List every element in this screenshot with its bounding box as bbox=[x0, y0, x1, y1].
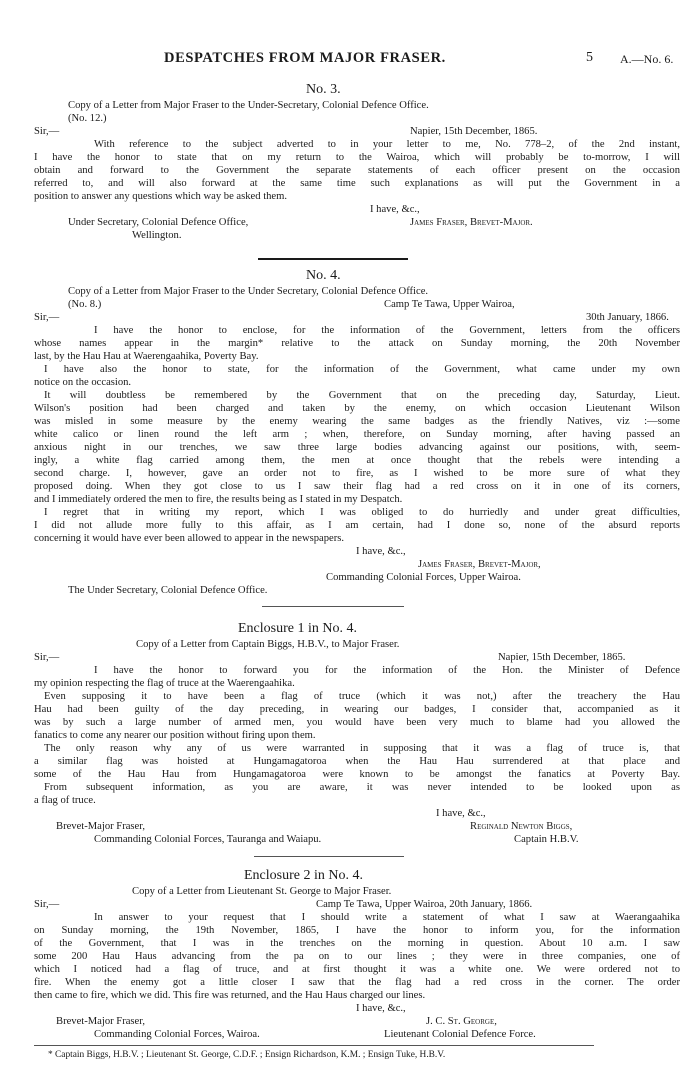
paragraph-line: position to answer any questions which way be asked them. bbox=[34, 191, 288, 202]
copy-line: Copy of a Letter from Captain Biggs, H.B.V., to Major Fraser. bbox=[136, 639, 400, 650]
letter-reference: (No. 12.) bbox=[68, 113, 107, 124]
closing: I have, &c., bbox=[356, 1003, 406, 1014]
page-number: 5 bbox=[586, 50, 593, 65]
paragraph-line: fanatics to come any nearer our position without firing upon them. bbox=[34, 730, 316, 741]
paragraph-line: proposed doing. When they got close to us I saw their flag had a red cross on it in one of its corners, bbox=[34, 481, 680, 492]
paragraph-line: then came to fire, which we did. This fire was returned, and the Hau Haus charged our lines. bbox=[34, 990, 426, 1001]
section-divider bbox=[262, 606, 404, 607]
paragraph-line: of the Government, that I was in the trenches on the morning in question. About 10 a.m. I saw bbox=[34, 938, 680, 949]
addressee: Brevet-Major Fraser, bbox=[56, 821, 146, 832]
signature: J. C. St. George, bbox=[426, 1016, 497, 1027]
signature: Reginald Newton Biggs, bbox=[470, 821, 573, 832]
paragraph-line: I have the honor to enclose, for the information of the Government, letters from the officers bbox=[94, 325, 680, 336]
copy-line: Copy of a Letter from Major Fraser to the Under-Secretary, Colonial Defence Office. bbox=[68, 100, 429, 111]
paragraph-line: With reference to the subject adverted to in your letter to me, No. 778–2, of the 2nd instant, bbox=[94, 139, 680, 150]
paragraph-line: whose names appear in the margin* relative to the attack on Sunday morning, the 20th November bbox=[34, 338, 680, 349]
date: 30th January, 1866. bbox=[586, 312, 669, 323]
paragraph-line: I have the honor to forward you for the information of the Hon. the Minister of Defence bbox=[94, 665, 680, 676]
place-date: Napier, 15th December, 1865. bbox=[410, 126, 538, 137]
closing: I have, &c., bbox=[356, 546, 406, 557]
addressee: Under Secretary, Colonial Defence Office, bbox=[68, 217, 249, 228]
section-heading: No. 3. bbox=[306, 82, 341, 97]
signature: James Fraser, Brevet-Major. bbox=[410, 217, 533, 228]
parliamentary-reference: A.—No. 6. bbox=[620, 52, 674, 66]
place: Camp Te Tawa, Upper Wairoa, bbox=[384, 299, 515, 310]
addressee-title: Commanding Colonial Forces, Tauranga and Waiapu. bbox=[94, 834, 322, 845]
paragraph-line: I regret that in writing my report, which I was obliged to do hurriedly and under great difficulties, bbox=[44, 507, 680, 518]
addressee: The Under Secretary, Colonial Defence Office. bbox=[68, 585, 268, 596]
paragraph-line: It will doubtless be remembered by the Government that on the preceding day, Saturday, Lieut. bbox=[44, 390, 680, 401]
copy-line: Copy of a Letter from Lieutenant St. George to Major Fraser. bbox=[132, 886, 392, 897]
paragraph-line: my opinion respecting the flag of truce at the Waerengaahika. bbox=[34, 678, 295, 689]
paragraph-line: From subsequent information, as you are aware, it was never intended to be looked upon as bbox=[44, 782, 680, 793]
paragraph-line: some 200 Hau Haus advancing from the pa on to our lines ; they were in three companies, one of bbox=[34, 951, 680, 962]
footnote-rule bbox=[34, 1045, 594, 1046]
letter-reference: (No. 8.) bbox=[68, 299, 102, 310]
paragraph-line: Even supposing it to have been a flag of truce (which it was not,) after the treachery the Hau bbox=[44, 691, 680, 702]
paragraph-line: concerning it would have ever been allowed to appear in the newspapers. bbox=[34, 533, 345, 544]
page-header-title: DESPATCHES FROM MAJOR FRASER. bbox=[164, 50, 446, 66]
signature-title: Commanding Colonial Forces, Upper Wairoa. bbox=[326, 572, 521, 583]
paragraph-line: In answer to your request that I should write a statement of what I saw at Waerangaahika bbox=[94, 912, 680, 923]
paragraph-line: some of the Hau Hau from Hungamagatoroa were known to be amongst the fanatics at Poverty Bay. bbox=[34, 769, 680, 780]
salutation: Sir,— bbox=[34, 126, 60, 137]
paragraph-line: and I immediately ordered the men to fire, the results being as I stated in my Despatch. bbox=[34, 494, 403, 505]
paragraph-line: obtain and forward to the Government the separate statements of each officer present on the occasion bbox=[34, 165, 680, 176]
addressee-title: Commanding Colonial Forces, Wairoa. bbox=[94, 1029, 260, 1040]
paragraph-line: I did not allude more fully to this affair, as I am certain, had I done so, none of the absurd reports bbox=[34, 520, 680, 531]
salutation: Sir,— bbox=[34, 312, 60, 323]
section-divider bbox=[258, 258, 408, 260]
paragraph-line: was by such a large number of armed men, you would have been very much to blame had you allowed the bbox=[34, 717, 680, 728]
paragraph-line: which I noticed had a flag of truce, and at first thought it was a white one. We were ordered not to bbox=[34, 964, 680, 975]
paragraph-line: I have the honor to state that on my return to the Wairoa, which will probably be to-morrow, I will bbox=[34, 152, 680, 163]
signature-title: Lieutenant Colonial Defence Force. bbox=[384, 1029, 536, 1040]
paragraph-line: Wilson's position had been charged and taken by the enemy, on which occasion Lieutenant Wilson bbox=[34, 403, 680, 414]
signature: James Fraser, Brevet-Major, bbox=[418, 559, 541, 570]
salutation: Sir,— bbox=[34, 899, 60, 910]
addressee-city: Wellington. bbox=[132, 230, 182, 241]
paragraph-line: Hau had been guilty of the day preceding, in wearing our badges, I consider that, accompanied as it bbox=[34, 704, 680, 715]
section-heading: Enclosure 2 in No. 4. bbox=[244, 868, 363, 883]
paragraph-line: anxious night in our trenches, we saw three large bodies advancing against our positions, with, seem- bbox=[34, 442, 680, 453]
paragraph-line: The only reason why any of us were warranted in supposing that it was a flag of truce is, that bbox=[44, 743, 680, 754]
footnote: * Captain Biggs, H.B.V. ; Lieutenant St. George, C.D.F. ; Ensign Richardson, K.M. ; Ensign Tuke, H.B.V. bbox=[48, 1050, 446, 1060]
paragraph-line: was misled in some measure by the enemy wearing the same badges as the friendly Natives, viz :—some bbox=[34, 416, 680, 427]
paragraph-line: a similar flag was hoisted at Hungamagatoroa when the Hau Hau surrendered at that place and bbox=[34, 756, 680, 767]
paragraph-line: second charge. I, however, gave an order not to fire, as I wished to be more sure of what they bbox=[34, 468, 680, 479]
paragraph-line: fire. When the enemy got a little closer I saw that the flag had a red cross in the corner. The order bbox=[34, 977, 680, 988]
section-divider bbox=[254, 856, 404, 857]
addressee: Brevet-Major Fraser, bbox=[56, 1016, 146, 1027]
signature-title: Captain H.B.V. bbox=[514, 834, 579, 845]
paragraph-line: on Sunday morning, the 19th November, 1865, I have the honor to inform you, for the information bbox=[34, 925, 680, 936]
paragraph-line: notice on the occasion. bbox=[34, 377, 132, 388]
closing: I have, &c., bbox=[370, 204, 420, 215]
place-date: Camp Te Tawa, Upper Wairoa, 20th January, 1866. bbox=[316, 899, 533, 910]
section-heading: Enclosure 1 in No. 4. bbox=[238, 621, 357, 636]
section-heading: No. 4. bbox=[306, 268, 341, 283]
paragraph-line: referred to, and will also forward at the same time such explanations as will put the Government in a bbox=[34, 178, 680, 189]
closing: I have, &c., bbox=[436, 808, 486, 819]
salutation: Sir,— bbox=[34, 652, 60, 663]
paragraph-line: ingly, a white flag carried among them, the men at once thought that the rebels were intending a bbox=[34, 455, 680, 466]
paragraph-line: white calico or linen round the left arm ; when, therefore, on Sunday morning, after having passed an bbox=[34, 429, 680, 440]
paragraph-line: last, by the Hau Hau at Waerengaahika, Poverty Bay. bbox=[34, 351, 259, 362]
place-date: Napier, 15th December, 1865. bbox=[498, 652, 626, 663]
copy-line: Copy of a Letter from Major Fraser to the Under Secretary, Colonial Defence Office. bbox=[68, 286, 429, 297]
paragraph-line: I have also the honor to state, for the information of the Government, what came under my own bbox=[44, 364, 680, 375]
paragraph-line: a flag of truce. bbox=[34, 795, 96, 806]
